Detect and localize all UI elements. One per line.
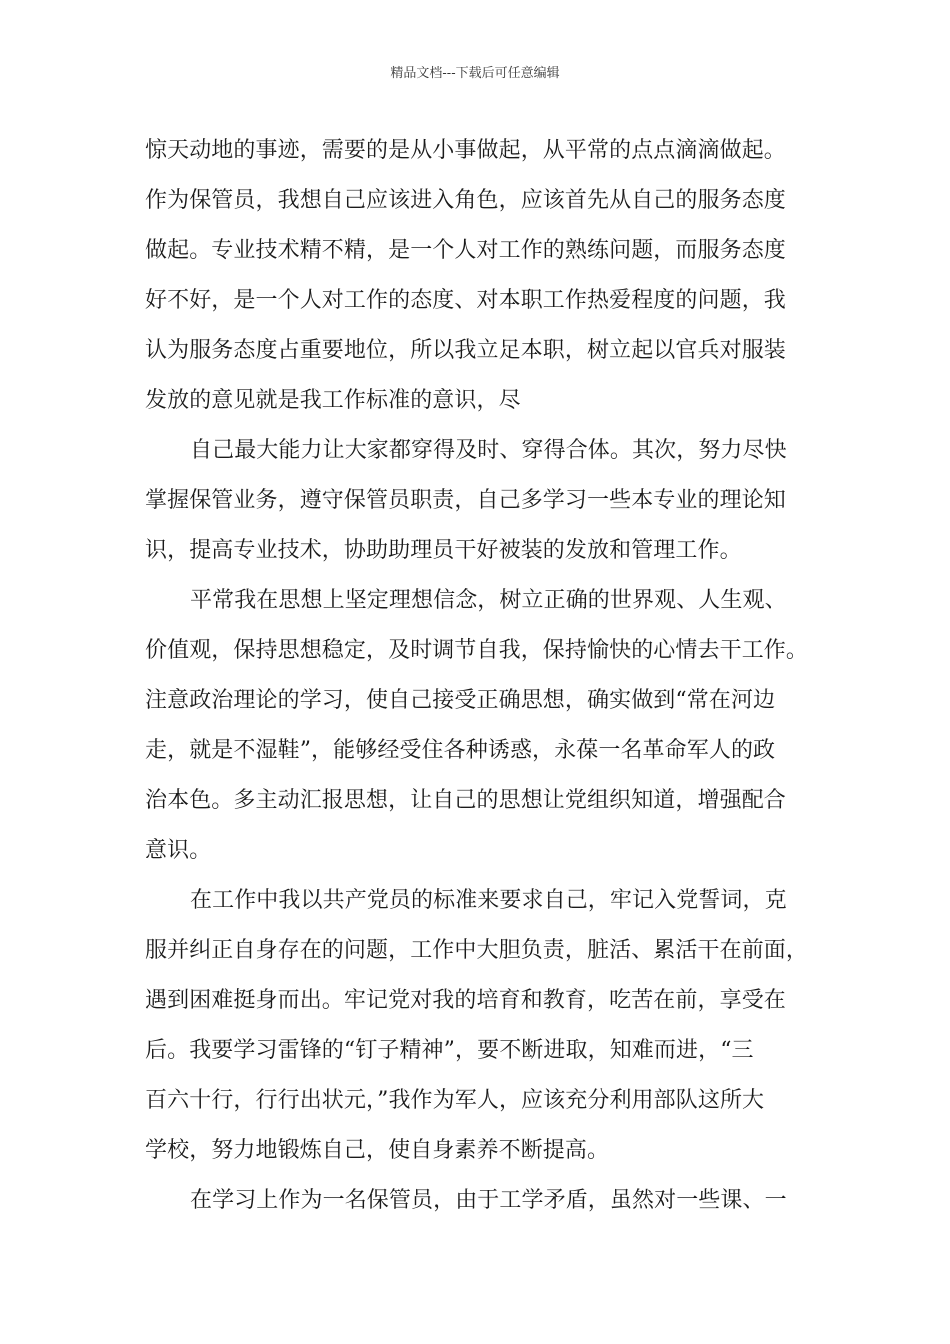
text-line: 学校，努力地锻炼自己，使自身素养不断提高。 bbox=[145, 1138, 610, 1163]
text-line: 认为服务态度占重要地位，所以我立足本职，树立起以官兵对服装 bbox=[145, 338, 786, 363]
text-line: 好不好，是一个人对工作的态度、对本职工作热爱程度的问题，我 bbox=[145, 288, 786, 313]
text-line: 自己最大能力让大家都穿得及时、穿得合体。其次，努力尽快 bbox=[190, 438, 787, 463]
text-line: 识，提高专业技术，协助助理员干好被装的发放和管理工作。 bbox=[145, 538, 742, 563]
text-line: 遇到困难挺身而出。牢记党对我的培育和教育，吃苦在前，享受在 bbox=[145, 988, 786, 1013]
text-line: 百六十行，行行出状元，”我作为军人，应该充分利用部队这所大 bbox=[145, 1088, 765, 1113]
text-line: 在工作中我以共产党员的标准来要求自己，牢记入党誓词，克 bbox=[190, 888, 787, 913]
text-line: 平常我在思想上坚定理想信念，树立正确的世界观、人生观、 bbox=[190, 588, 787, 613]
paragraph-1 bbox=[145, 126, 807, 426]
document-body bbox=[145, 126, 807, 1226]
text-line: 惊天动地的事迹，需要的是从小事做起，从平常的点点滴滴做起。 bbox=[145, 138, 786, 163]
paragraph-5 bbox=[145, 1176, 807, 1226]
page-header: 精品文档---下载后可任意编辑 bbox=[390, 66, 560, 81]
text-line: 做起。专业技术精不精，是一个人对工作的熟练问题，而服务态度 bbox=[145, 238, 786, 263]
paragraph-3 bbox=[145, 576, 807, 876]
text-line: 掌握保管业务，遵守保管员职责，自己多学习一些本专业的理论知 bbox=[145, 488, 786, 513]
text-line: 意识。 bbox=[145, 838, 212, 863]
text-line: 注意政治理论的学习，使自己接受正确思想，确实做到“常在河边 bbox=[145, 688, 776, 713]
text-line: 治本色。多主动汇报思想，让自己的思想让党组织知道，增强配合 bbox=[145, 788, 786, 813]
text-line: 服并纠正自身存在的问题，工作中大胆负责，脏活、累活干在前面， bbox=[145, 938, 809, 963]
paragraph-4 bbox=[145, 876, 807, 1176]
text-line: 价值观，保持思想稳定，及时调节自我，保持愉快的心情去干工作。 bbox=[145, 638, 809, 663]
text-line: 在学习上作为一名保管员，由于工学矛盾，虽然对一些课、一 bbox=[190, 1188, 787, 1213]
text-line: 走，就是不湿鞋”，能够经受住各种诱惑，永葆一名革命军人的政 bbox=[145, 738, 776, 763]
paragraph-2 bbox=[145, 426, 807, 576]
text-line: 后。我要学习雷锋的“钉子精神”，要不断进取，知难而进，“三 bbox=[145, 1038, 754, 1063]
text-line: 发放的意见就是我工作标准的意识，尽 bbox=[145, 388, 521, 413]
text-line: 作为保管员，我想自己应该进入角色，应该首先从自己的服务态度 bbox=[145, 188, 786, 213]
